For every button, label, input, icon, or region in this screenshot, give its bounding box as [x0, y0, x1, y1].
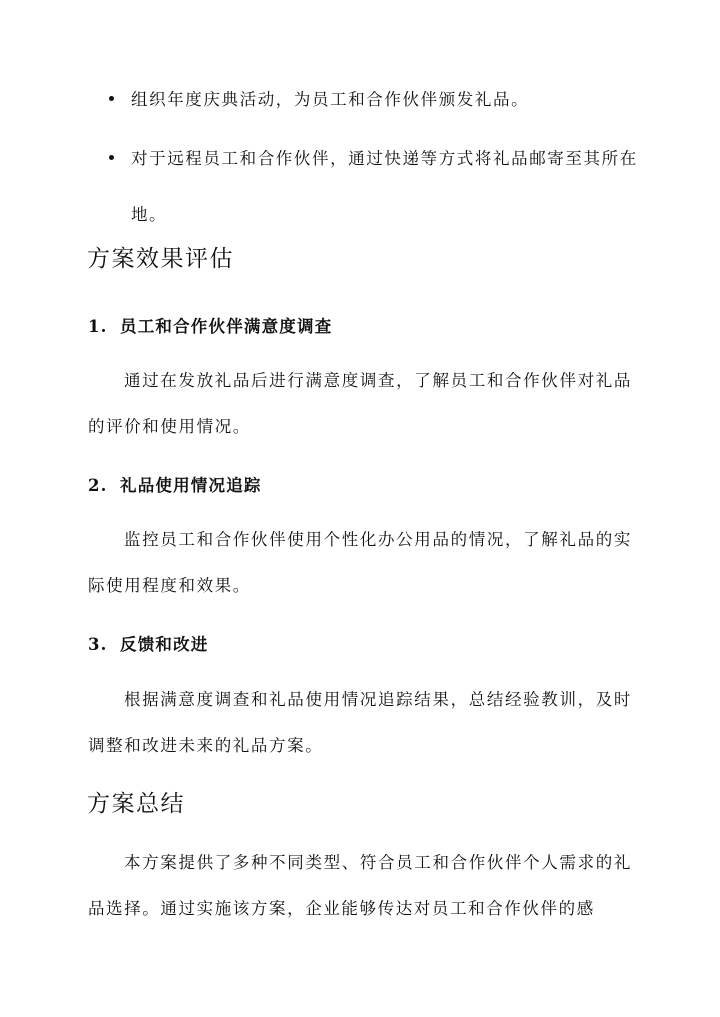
subheading-text: 反馈和改进: [120, 635, 209, 654]
subheading-number: 2.: [88, 476, 108, 495]
bullet-item: [88, 72, 648, 128]
paragraph: 根据满意度调查和礼品使用情况追踪结果，总结经验教训，及时调整和改进未来的礼品方案。: [88, 690, 632, 755]
paragraph: 本方案提供了多种不同类型、符合员工和合作伙伴个人需求的礼品选择。通过实施该方案，企业能够传达对员工和合作伙伴的感: [88, 853, 632, 918]
subheading-usage-tracking: [88, 472, 262, 496]
subheading-number: 1.: [88, 317, 108, 336]
subheading-text: 员工和合作伙伴满意度调查: [120, 317, 333, 336]
subheading-feedback: [88, 631, 209, 655]
section-heading-evaluation: 方案效果评估: [87, 246, 234, 272]
paragraph: 通过在发放礼品后进行满意度调查，了解员工和合作伙伴对礼品的评价和使用情况。: [88, 371, 632, 436]
bullet-text: 对于远程员工和合作伙伴，通过快递等方式将礼品邮寄至其所在地。: [131, 149, 638, 224]
paragraph: 监控员工和合作伙伴使用个性化办公用品的情况，了解礼品的实际使用程度和效果。: [88, 530, 632, 595]
subheading-satisfaction-survey: [88, 313, 332, 337]
bullet-dot: [109, 96, 114, 101]
section-heading-summary: 方案总结: [87, 791, 185, 817]
bullet-dot: [109, 155, 114, 160]
subheading-number: 3.: [88, 635, 108, 654]
subheading-text: 礼品使用情况追踪: [120, 476, 262, 495]
bullet-item: [88, 131, 648, 243]
bullet-text: 组织年度庆典活动，为员工和合作伙伴颁发礼品。: [131, 90, 530, 109]
